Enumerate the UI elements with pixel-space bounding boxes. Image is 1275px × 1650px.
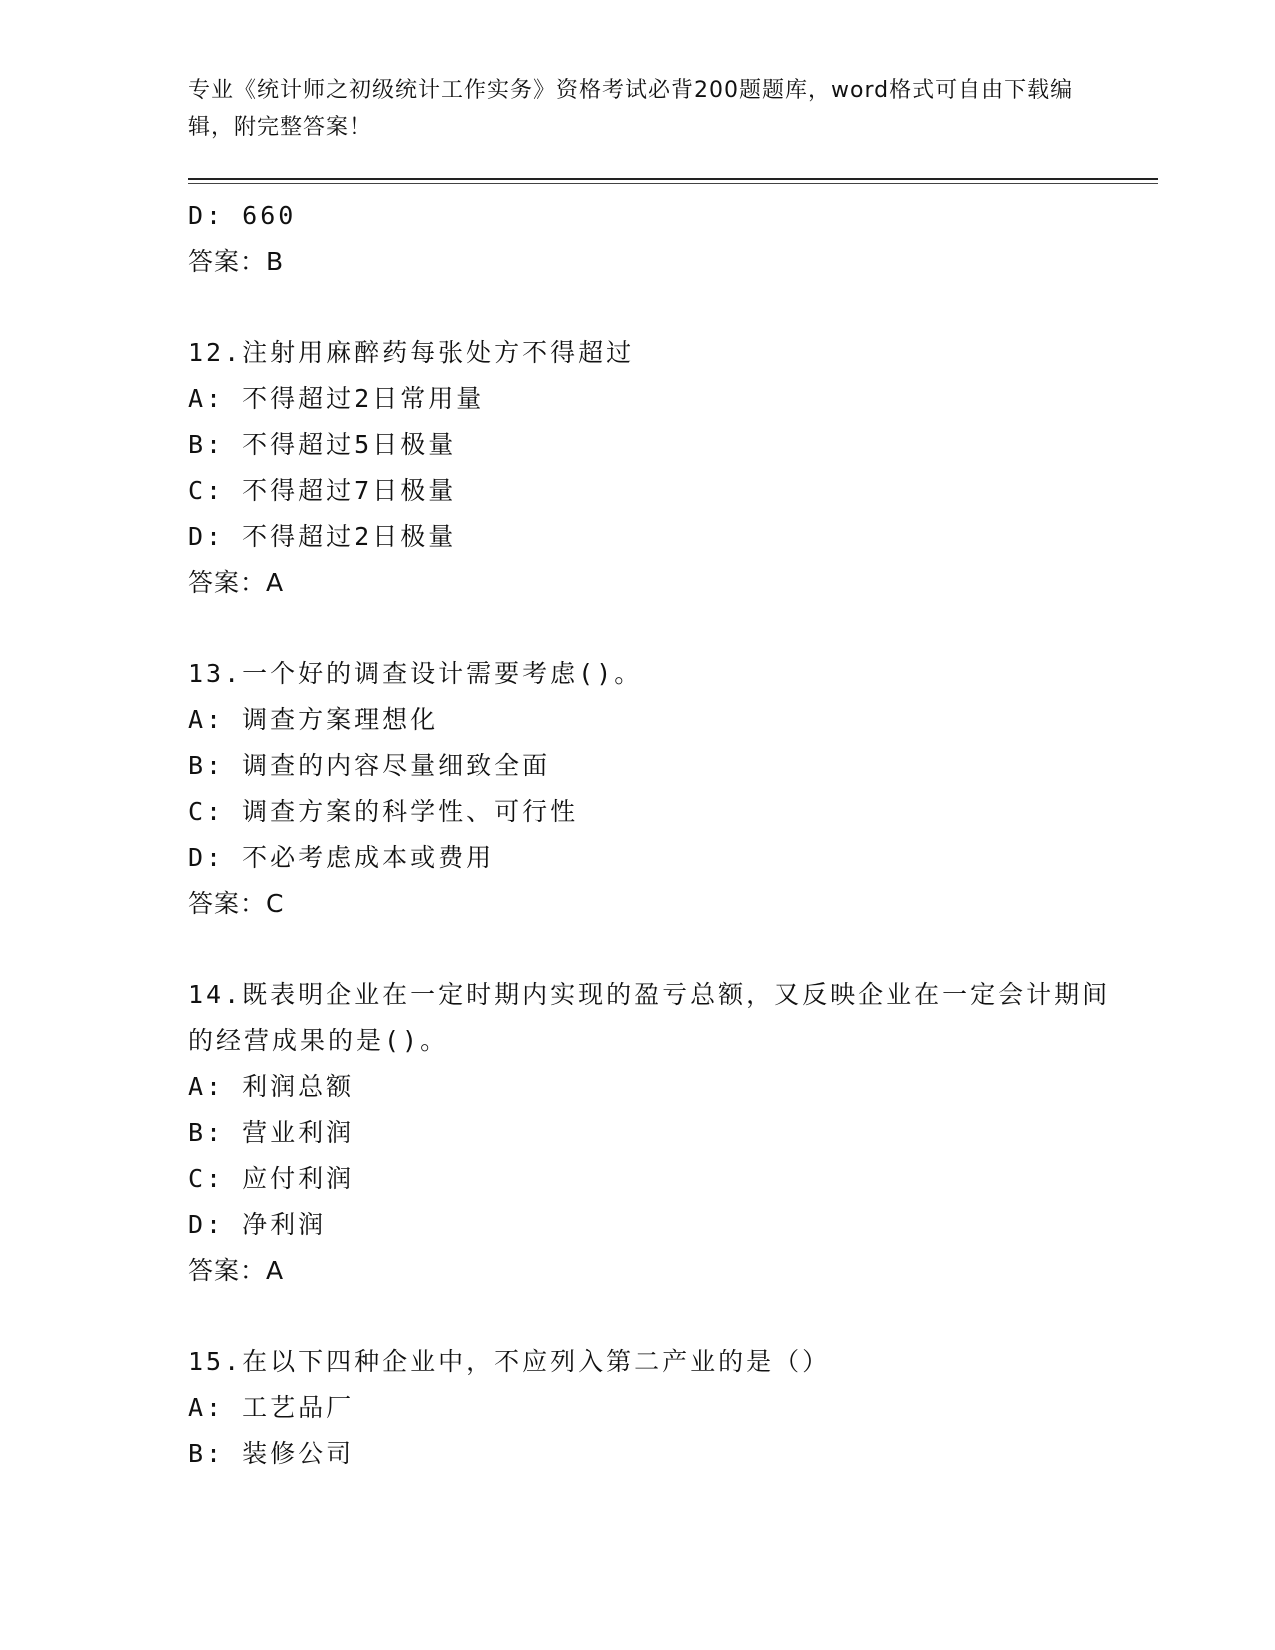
question-12-stem: 12.注射用麻醉药每张处方不得超过 (188, 338, 635, 367)
question-13-answer: 答案：C (188, 889, 285, 918)
header-divider-thin (188, 183, 1158, 184)
question-14-stem: 14.既表明企业在一定时期内实现的盈亏总额，又反映企业在一定会计期间的经营成果的是()。 (188, 980, 1111, 1055)
question-12-option-a: A: 不得超过2日常用量 (188, 384, 485, 413)
question-13-option-d: D: 不必考虑成本或费用 (188, 843, 495, 872)
question-list (188, 193, 1128, 1477)
question-15-option-a: A: 工艺品厂 (188, 1393, 355, 1422)
question-13-stem: 13.一个好的调查设计需要考虑()。 (188, 659, 643, 688)
question-13-option-a: A: 调查方案理想化 (188, 705, 439, 734)
question-14-option-a: A: 利润总额 (188, 1072, 355, 1101)
header-divider-thick (188, 178, 1158, 180)
question-13-option-c: C: 调查方案的科学性、可行性 (188, 797, 579, 826)
question-11-answer: 答案：B (188, 247, 285, 276)
question-15-option-b: B: 装修公司 (188, 1439, 355, 1468)
question-12-option-d: D: 不得超过2日极量 (188, 522, 457, 551)
question-14-option-c: C: 应付利润 (188, 1164, 355, 1193)
question-14-option-b: B: 营业利润 (188, 1118, 355, 1147)
question-12-answer: 答案：A (188, 568, 285, 597)
document-header: 专业《统计师之初级统计工作实务》资格考试必背200题题库，word格式可自由下载编辑，附完整答案！ (188, 78, 1074, 140)
question-11-option-d: D: 660 (188, 201, 297, 230)
question-15-stem: 15.在以下四种企业中，不应列入第二产业的是（） (188, 1347, 831, 1376)
question-12-option-c: C: 不得超过7日极量 (188, 476, 457, 505)
question-12-option-b: B: 不得超过5日极量 (188, 430, 457, 459)
question-14-answer: 答案：A (188, 1256, 285, 1285)
question-14-option-d: D: 净利润 (188, 1210, 327, 1239)
question-13-option-b: B: 调查的内容尽量细致全面 (188, 751, 551, 780)
